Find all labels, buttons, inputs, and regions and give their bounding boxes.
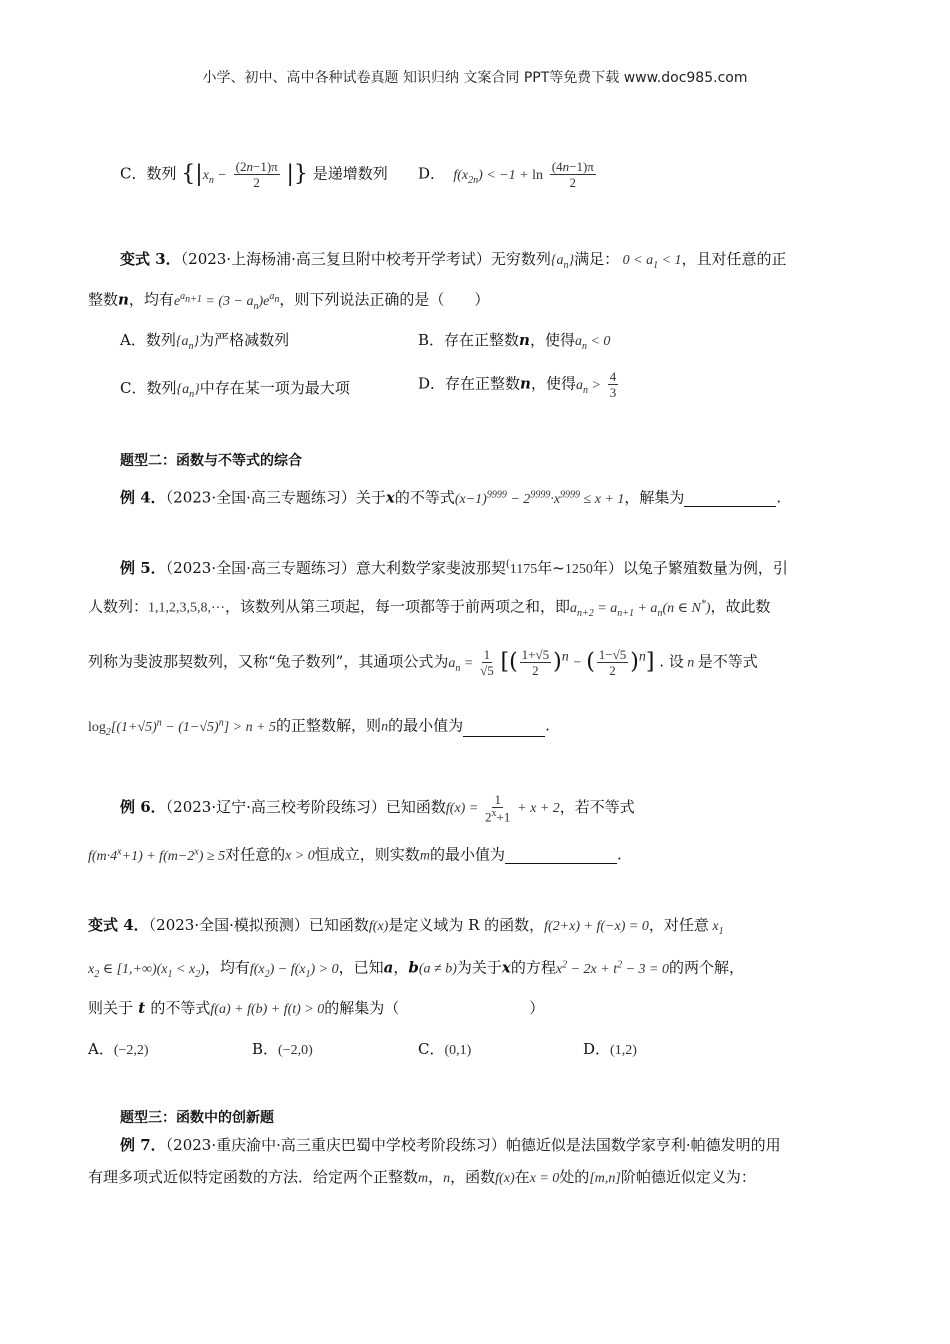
variant-4-line-2: $x_2$ ∈ $[1,+\infty)(x_1 < x_2)$，均有$f(x_2) - f(x_1) > 0$，已知a，b(a ≠ b)为关于x的方程$x^2 - 2x + t^2 - 3 = 0$的两个解， <box>88 958 745 980</box>
example-5-line-2: 人数列：1,1,2,3,5,8,⋯，该数列从第三项起，每一项都等于前两项之和，即$a_{n+2} = a_{n+1} + a_n(n$ ∈ N*)，故此数 <box>88 597 771 619</box>
example-5-line-3: 列称为斐波那契数列，又称“兔子数列”，其通项公式为$a_n$ = $\frac{1}{√5}$ [( $\frac{1+√5}{2}$ )$^n$ − ( $\frac{1-√5}{2}$ )$^n$] . 设 n 是不等式 <box>88 647 758 678</box>
variant-3-line-1: 变式 3．（2023·上海杨浦·高三复旦附中校考开学考试）无穷数列$\{a_n\}$满足： $0 < a_1 < 1$，且对任意的正 <box>120 250 787 271</box>
variant-3-option-b: B．存在正整数n，使得$a_n < 0$ <box>418 331 611 352</box>
example-7-line-2: 有理多项式近似特定函数的方法．给定两个正整数m，n，函数f(x)在x = 0处的[m,n]阶帕德近似定义为： <box>88 1168 756 1186</box>
example-4: 例 4．（2023·全国·高三专题练习）关于x的不等式$(x-1)^{9999} - 2^{9999}\cdot x^{9999} \le x + 1$，解集为 . <box>120 488 782 507</box>
answer-blank[interactable] <box>505 849 617 864</box>
example-6-line-1: 例 6．（2023·辽宁·高三校考阶段练习）已知函数f(x) = $\frac{1}{2^x+1}$ + x + 2，若不等式 <box>120 792 635 825</box>
page-header: 小学、初中、高中各种试卷真题 知识归纳 文案合同 PPT等免费下载 www.doc985.com <box>202 70 748 86</box>
variant-3-option-d: D．存在正整数n，使得$a_n$ > $\frac{4}{3}$ <box>418 369 617 400</box>
example-7-line-1: 例 7．（2023·重庆渝中·高三重庆巴蜀中学校考阶段练习）帕德近似是法国数学家亨利·帕德发明的用 <box>120 1136 781 1154</box>
example-5-line-4: $\log_2[(1+√5)^n - (1-√5)^n] > n + 5$的正整数解，则n的最小值为 . <box>88 716 550 738</box>
variant-3-line-2: 整数n，均有$e^{a_{n+1}} = (3 - a_n)e^{a_n}$，则下列说法正确的是（ ） <box>88 290 490 312</box>
prev-option-c: C．数列 {$|x_n$ − $\frac{(2n-1)\pi}{2}$ |} 是递增数列 <box>120 159 388 190</box>
variant-4-line-1: 变式 4．（2023·全国·模拟预测）已知函数f(x)是定义域为 R 的函数，f(2+x) + f(−x) = 0，对任意 $x_1$ <box>88 916 724 937</box>
answer-blank[interactable] <box>463 722 545 737</box>
variant-4-line-3: 则关于 t 的不等式f(a) + f(b) + f(t) > 0的解集为（ ） <box>88 999 545 1017</box>
variant-4-option-c: C．(0,1) <box>418 1040 472 1058</box>
variant-4-option-a: A．(−2,2) <box>88 1040 149 1058</box>
example-5-line-1: 例 5．（2023·全国·高三专题练习）意大利数学家斐波那契(1175年~1250年）以兔子繁殖数量为例，引 <box>120 559 788 577</box>
variant-3-option-c: C．数列$\{a_n\}$中存在某一项为最大项 <box>120 379 350 400</box>
section-3-title: 题型三：函数中的创新题 <box>120 1110 274 1126</box>
answer-blank[interactable] <box>684 492 776 507</box>
section-2-title: 题型二：函数与不等式的综合 <box>120 453 302 469</box>
variant-3-option-a: A．数列$\{a_n\}$为严格减数列 <box>120 331 290 352</box>
variant-4-option-d: D．(1,2) <box>583 1040 637 1058</box>
prev-option-d: D． $f(x_{2n}) < -1 + \ln$ $\frac{(4n-1)\pi}{2}$ <box>418 159 594 190</box>
example-6-line-2: $f(m\cdot 4^x+1) + f(m-2^x) \ge 5$对任意的x > 0恒成立，则实数m的最小值为 . <box>88 845 622 864</box>
variant-4-option-b: B．(−2,0) <box>252 1040 313 1058</box>
